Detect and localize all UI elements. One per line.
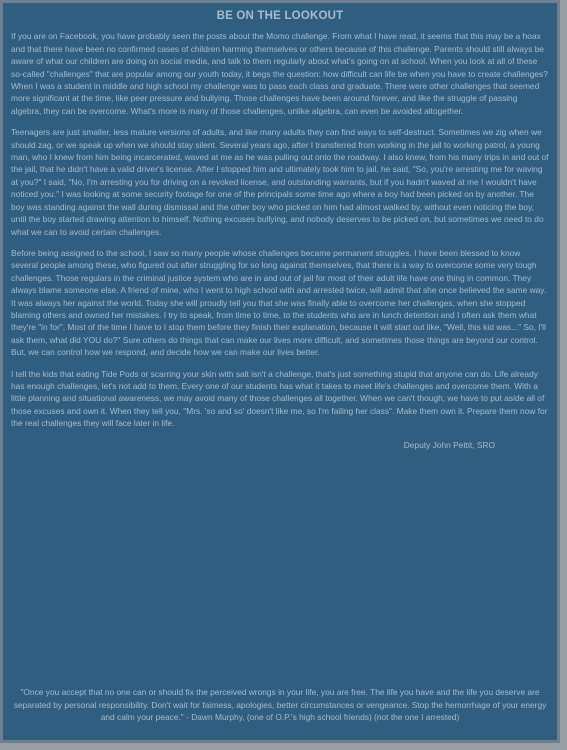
paragraph-before-school: Before being assigned to the school, I saw so many people whose challenges became permanent struggles. I have been blessed to know several people among these, who figured out after struggling for so long against themselves, that there is a way to overcome some very tough challenges. Those regulars in the criminal justice system who are in and out of jail for most of their adult life have one thing in common. They always blame someone else. A friend of mine, who I went to high school with and arrested twice, will admit that she once believed the same way. It was always her against the world. Today she will proudly tell you that she was finally able to overcome her challenges, when she stopped blaming others and owned her mistakes. I try to speak, from time to time, to the students who are in lunch detention and I often ask them what they're "in for". Most of the time I have to I stop them before they finish their explanation, because it will start out like, "Well, this kid was..." So, I'll ask them, what did YOU do?" Sure others do things that can make our lives more difficult, and sometimes those things are beyond our control. But, we can control how we respond, and decide how we can make our lives better. — [11, 247, 547, 358]
paragraph-momo-challenge: If you are on Facebook, you have probably seen the posts about the Momo challenge. From what I have read, it seems that this may be a hoax and that there have been no confirmed cases of children harming themselves or others because of this challenge. Parents should still always be aware of what our children are doing on social media, and talk to them regularly about what's going on at school. When you look at all of these so-called "challenges" that are popular among our youth today, it begs the question: how difficult can life be when you have to create challenges? When I was a student in middle and high school my challenge was to pass each class and graduate. There were other challenges that seemed more significant at the time, like peer pressure and bullying. Those challenges have been around forever, and like the struggle of passing algebra, they can be overcome. What's more is many of those challenges, unlike algebra, can even be avoided altogether. — [11, 31, 548, 116]
author-signature: Deputy John Pettit, SRO — [403, 439, 495, 450]
page-title: BE ON THE LOOKOUT — [216, 10, 344, 22]
paragraph-tide-pods: I tell the kids that eating Tide Pods or scarring your skin with salt isn't a challenge, that's just something stupid that anyone can do. Life already has enough challenges, let's not add to them. Every one of our students has what it takes to meet life's challenges and overcome them. With a little planning and situational awareness, we may avoid many of those challenges all together. When we can't though, we have to put aside all of those excuses and own it. When they tell you, "Mrs. 'so and so' doesn't like me, so I'm failing her class". Make them own it. Prepare them now for the real challenges they will face later in life. — [11, 368, 548, 429]
paragraph-teenagers: Teenagers are just smaller, less mature versions of adults, and like many adults they can find ways to self-destruct. Sometimes we zig when we should zag, or we speak up when we should stay silent. Several years ago, after I transferred from working in the jail to working patrol, a young man, who I knew from him being incarcerated, waved at me as he was pulling out onto the roadway. I also knew, from his many trips in and out of the jail, that he didn't have a valid driver's license. After I stopped him and ultimately took him to jail, he said, "So, you're arresting me for waving at you?" I said, "No, I'm arresting you for driving on a revoked license, and outstanding warrants, but if you hadn't waved at me I wouldn't have noticed you." I was looking at some security footage for one of the principals some time ago where a boy had been picked on by another. The boy was standing against the wall during dismissal and the other boy who picked on him had almost walked by, without even noticing the boy, until the boy started drawing attention to himself. Nothing excuses bullying, and nobody deserves to be picked on, but sometimes we need to do what we can to avoid certain challenges. — [11, 127, 549, 237]
closing-quote: "Once you accept that no one can or should fix the perceived wrongs in your life, you are free. The life you have and the life you deserve are separated by personal responsibility. Don't wait for fairness, apologies, better circumstances or vengeance. Stop the hemorrhage of your energy and calm your peace." - Dawn Murphy, (one of O.P.'s high school friends) (not the one I arrested) — [13, 687, 547, 723]
